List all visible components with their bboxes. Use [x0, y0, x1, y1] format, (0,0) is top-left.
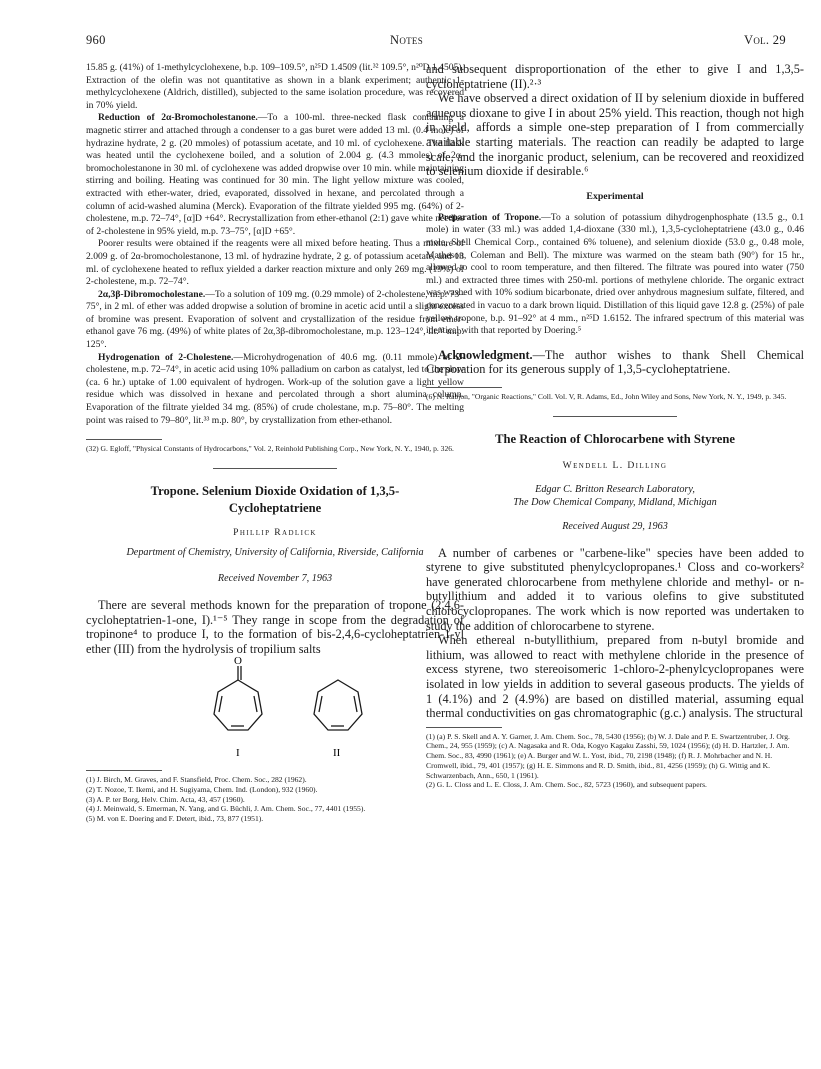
tropone-structure — [214, 666, 262, 730]
footnote: (6) N. Rabjon, "Organic Reactions," Coll. Vol. V, R. Adams, Ed., John Wiley and Sons, New York, N. Y., 1949, p. 345. — [426, 391, 787, 401]
footnotes — [426, 732, 804, 790]
footnote: (2) T. Nozoe, T. Ikemi, and H. Sugiyama, Chem. Ind. (London), 932 (1960). — [86, 785, 318, 794]
footnote-divider — [86, 770, 162, 771]
body-text: A number of carbenes or "carbene-like" species have been added to styrene to give substituted phenylcyclopropanes.¹ Closs and co-workers² have generated chlorocarbene from methylene chloride and methyl- or n-butyllithium and added it to various olefins to give substituted chlorocyclopropanes. The work which is now reported was undertaken to study the addition of chlorocarbene to styrene. — [426, 545, 804, 633]
paragraph-heading: Preparation of Tropone. — [438, 211, 542, 223]
body-text: We have observed a direct oxidation of II by selenium dioxide in buffered aqueous dioxane to give I in about 25% yield. This reaction, though not high in yield, affords a simple one-step preparation of I from commercially available starting materials. The reaction can readily be adapted to large scale, and the inorganic product, selenium, can be recovered and reoxidized to selenium dioxide if desirable.⁶ — [426, 91, 804, 179]
article-author: Wendell L. Dilling — [562, 459, 668, 471]
paragraph — [86, 112, 464, 238]
paragraph-heading: Hydrogenation of 2-Cholestene. — [98, 351, 234, 363]
cycloheptatriene-structure — [314, 680, 362, 730]
body-text: When ethereal n-butyllithium, prepared from n-butyl bromide and lithium, was allowed to react with methylene chloride in the presence of excess styrene, two stereoisomeric 1-chloro-2-phenylcyclopropanes were isolated in low yields in addition to several gaseous products. The yields of 1 (4.1%) and 2 (4.9%) are based on distilled material, assuming equal thermal conductivities on gas chromatographic (g.c.) analysis. The structural — [426, 633, 804, 721]
article-affiliation: The Dow Chemical Company, Midland, Michigan — [513, 496, 717, 508]
right-column — [426, 62, 804, 790]
article-divider — [213, 468, 338, 469]
body-text: and subsequent disproportionation of the ether to give I and 1,3,5-cycloheptatriene (II).²·³ — [426, 62, 804, 91]
acknowledgment — [426, 348, 804, 377]
structure-label-i: I — [236, 747, 240, 760]
footnote-divider — [426, 727, 502, 728]
footnote: (1) J. Birch, M. Graves, and F. Stansfield, Proc. Chem. Soc., 282 (1962). — [86, 775, 307, 785]
paragraph — [426, 212, 804, 338]
paragraph-text: —To a solution of 109 mg. (0.29 mmole) of 2-cholestene, m.p. 73–75°, in 2 ml. of ether was added dropwise a solution of bromine in acetic acid until a slight excess of bromine was present. Evaporation of solvent and crystallization of the residue from ether-ethanol gave 76 mg. (49%) of white plates of 2α,3β-dibromocholestane, m.p. 123–124°, lit.³³ m.p. 125°. — [86, 288, 464, 351]
article-title: Tropone. Selenium Dioxide Oxidation of 1,3,5-Cycloheptatriene — [150, 483, 400, 515]
footnotes — [86, 775, 464, 824]
left-column — [86, 62, 464, 824]
paragraph: 15.85 g. (41%) of 1-methylcyclohexene, b.p. 109–109.5°, n²⁵D 1.4509 (lit.³² 109.5°, n²⁰D 1.4505). Extraction of the olefin was not quantitative as shown in a blank experiment; authentic 1-methylcyclohexene (Aldrich, distilled), subjected to the same isolation procedure, was recovered in 70% yield. — [86, 62, 464, 111]
paragraph-text: —To a solution of potassium dihydrogenphosphate (13.5 g., 0.1 mole) in water (33 ml.) was added 1,4-dioxane (330 ml.), 1,3,5-cycloheptatriene (43.0 g., 0.46 mole, Shell Chemical Corp., contained 6% toluene), and selenium dioxide (53.0 g., 0.48 mole, Matheson, Coleman and Bell). The mixture was warmed on the steam bath (90°) for 15 hr., allowed to cool to room temperature, and then filtered. The filtrate was poured into water (750 ml.) and extracted three times with 250-ml. portions of methylene chloride. The organic extract was washed with 10% sodium bicarbonate, dried over anhydrous magnesium sulfate, filtered, and concentrated in vacuo to a dark brown liquid. Distillation of this liquid gave 12.8 g. (25%) of pale yellow tropone, b.p. 91–92° at 4 mm., n²⁵D 1.6152. The infrared spectrum of this material was identical with that reported by Doering.⁵ — [426, 211, 804, 337]
section-header: Notes — [390, 33, 424, 47]
footnote: (4) J. Meinwald, S. Emerman, N. Yang, and G. Büchli, J. Am. Chem. Soc., 77, 4401 (1955). — [86, 804, 366, 814]
paragraph-text: —Microhydrogenation of 40.6 mg. (0.11 mmole) of 2-cholestene, m.p. 72–74°, in acetic acid using 10% palladium on carbon as catalyst, led to the slow (ca. 6 hr.) uptake of 1.00 equivalent of hydrogen. Work-up of the solution gave a light yellow residue which was dissolved in hexane and percolated through a short alumina column. Evaporation of the filtrate yielded 34 mg. (85%) of crude cholestane, m.p. 75–80°. The melting point was raised to 79–80°, lit.³³ m.p. 80°, by crystallization from ether-ethanol. — [86, 351, 464, 426]
paragraph: Poorer results were obtained if the reagents were all mixed before heating. Thus a mixture of 2.009 g. of 2α-bromocholestanone, 13 ml. of hydrazine hydrate, 2 g. of potassium acetate, and 13 ml. of cyclohexene heated to reflux yielded a darker reaction mixture and only 269 mg. (19%) of 2-cholestene, m.p. 72–74°. — [86, 238, 464, 288]
footnote: (1) (a) P. S. Skell and A. Y. Garner, J. Am. Chem. Soc., 78, 5430 (1956); (b) W. J. Dale and P. E. Swartzentruber, J. Org. Chem., 24, 955 (1959); (c) A. Nagasaka and R. Oda, Kogyo Kagaku Zasshi, 59, 1024 (1956); (d) H. D. Hartzler, J. Am. Chem. Soc., 83, 4990 (1961); (e) A. Burger and W. L. Yost, ibid., 70, 2198 (1948); (f) R. J. Mohrbacher and N. H. Cromwell, ibid., 79, 401 (1957); (g) H. E. Simmons and R. D. Smith, ibid., 81, 4256 (1959); (h) G. Wittig and K. Schwarzenbach, Ann., 650, 1 (1961). — [426, 731, 790, 780]
article-divider — [553, 416, 678, 417]
article-affiliation: Edgar C. Britton Research Laboratory, — [535, 483, 695, 495]
acknowledgment-text: —The author wishes to thank Shell Chemical Corporation for its generous supply of 1,3,5-cycloheptatriene. — [426, 347, 804, 377]
received-date: Received August 29, 1963 — [562, 520, 668, 532]
paragraph — [86, 352, 464, 428]
section-heading: Experimental — [586, 190, 644, 202]
paragraph — [86, 289, 464, 352]
footnote-divider — [426, 387, 502, 388]
paragraph-heading: Reduction of 2α-Bromocholestanone. — [98, 112, 258, 124]
volume-label: Vol. 29 — [744, 33, 786, 47]
paragraph-text: —To a 100-ml. three-necked flask containing a magnetic stirrer and attached through a condenser to a gas buret were added 13 ml. (0.4 mole) of hydrazine hydrate, 2 g. (20 mmoles) of potassium acetate, and 10 ml. of cyclohexene. The flask was heated until the cyclohexene boiled, and a solution of 2.004 g. (4.3 mmoles) of 2α-bromocholestanone in 30 ml. of cyclohexene was added dropwise over 10 min. while maintaining stirring and boiling. Heating was continued for 30 min. The light yellow mixture was cooled, extracted with ether-water, dried, evaporated, dissolved in hexane, and percolated through a column of acid-washed alumina (Merck). Evaporation of the filtrate yielded 995 mg. (64%) of 2-cholestene, m.p. 72–74°, [α]D +64°. Recrystallization from ether-ethanol (2:1) gave white needles of 2-cholestene in 95% yield, m.p. 73–75°, [α]D +65°. — [86, 112, 465, 237]
footnote-divider — [86, 439, 162, 440]
paragraph-heading: 2α,3β-Dibromocholestane. — [98, 288, 206, 300]
footnote: (5) M. von E. Doering and F. Detert, ibid., 73, 877 (1951). — [86, 814, 264, 824]
footnote: (3) A. P. ter Borg, Helv. Chim. Acta, 43, 457 (1960). — [86, 794, 245, 804]
footnote: (32) G. Egloff, "Physical Constants of Hydrocarbons," Vol. 2, Reinhold Publishing Corp., New York, N. Y., 1940, p. 326. — [86, 444, 454, 454]
article-author: Phillip Radlick — [233, 526, 317, 538]
article-affiliation: Department of Chemistry, University of California, Riverside, California — [126, 546, 424, 558]
structures-figure — [86, 656, 464, 766]
oxygen-label: O — [234, 656, 242, 668]
body-text: There are several methods known for the preparation of tropone (2,4,6-cycloheptatrien-1-one, I).¹⁻⁵ They range in scope from the degradation of tropinone⁴ to produce I, to the formation of bis-2,4,6-cycloheptatrien-1-yl ether (III) from the hydrolysis of tropilium salts — [86, 597, 464, 656]
page-number: 960 — [86, 33, 106, 47]
acknowledgment-heading: Acknowledgment. — [438, 347, 533, 362]
article-title: The Reaction of Chlorocarbene with Styrene — [495, 431, 735, 446]
received-date: Received November 7, 1963 — [217, 572, 333, 584]
footnote: (2) G. L. Closs and L. E. Closs, J. Am. Chem. Soc., 82, 5723 (1960), and subsequent papers. — [426, 780, 707, 790]
structure-label-ii: II — [333, 747, 341, 760]
